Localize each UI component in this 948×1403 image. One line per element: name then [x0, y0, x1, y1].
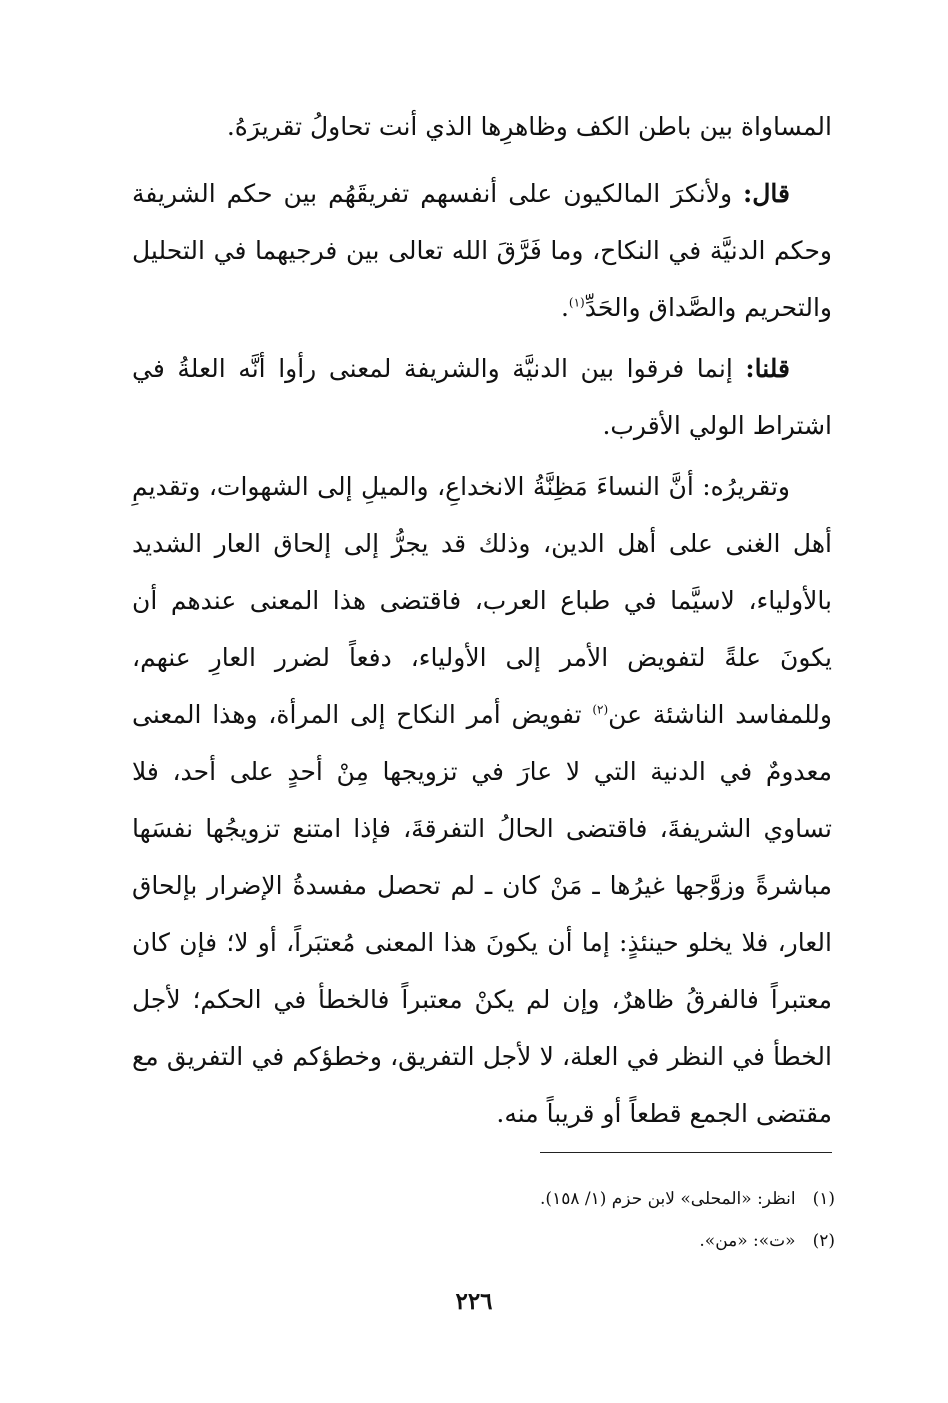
qulna-text: إنما فرقوا بين الدنيَّة والشريفة لمعنى رأوا أنَّه العلةُ في اشتراط الولي الأقرب. — [132, 354, 832, 440]
taqriruhu-text-start: وتقريرُه: أنَّ النساءَ مَظِنَّةُ الانخداعِ، والميلِ إلى الشهوات، وتقديمِ أهل الغنى على أهل الدين، وذلك قد يجرُّ إلى إلحاق العار الشديد بالأولياء، لاسيَّما في طباع العرب، فاقتضى هذا المعنى عندهم أن يكونَ علةً لتفويض الأمر إلى الأولياء، دفعاً لضرر العارِ عنهم، وللمفاسد الناشئة عن — [132, 472, 832, 729]
qala-end: . — [560, 293, 569, 322]
footnote-ref-2[interactable]: (٢) — [592, 702, 609, 717]
footnote-2-number: (٢) — [812, 1231, 835, 1251]
footnote-ref-1[interactable]: (١) — [568, 295, 585, 310]
footnotes — [300, 1178, 835, 1262]
footnote-2 — [300, 1220, 835, 1262]
qulna-label: قلنا: — [745, 354, 790, 383]
page-number: ٢٢٦ — [455, 1288, 493, 1315]
footnote-divider — [540, 1152, 832, 1153]
footnote-1-number: (١) — [812, 1189, 835, 1209]
paragraph-continuation: المساواة بين باطن الكف وظاهرِها الذي أنت تحاولُ تقريرَهُ. — [226, 112, 832, 141]
paragraph-qulna — [132, 340, 832, 454]
qala-label: قال: — [743, 179, 790, 208]
paragraph-qala — [132, 165, 832, 336]
taqriruhu-text-rest: تفويض أمر النكاح إلى المرأة، وهذا المعنى معدومٌ في الدنية التي لا عارَ في تزويجها مِنْ أحدٍ على أحد، فلا تساوي الشريفةَ، فاقتضى الحالُ التفرقةَ، فإذا امتنع تزويجُها نفسَها مباشرةً وزوَّجها غيرُها ـ مَنْ كان ـ لم تحصل مفسدةُ الإضرار بإلحاق العار، فلا يخلو حينئذٍ: إما أن يكونَ هذا المعنى مُعتبَراً، أو لا؛ فإن كان معتبراً فالفرقُ ظاهرٌ، وإن لم يكنْ معتبراً فالخطأ في الحكم؛ لأجل الخطأ في النظر في العلة، لا لأجل التفريق، وخطؤكم في التفريق مع مقتضى الجمع قطعاً أو قريباً منه. — [132, 700, 832, 1128]
footnote-1 — [300, 1178, 835, 1220]
page-body-text — [132, 98, 832, 155]
paragraph-taqriruhu — [132, 458, 832, 1142]
footnote-2-text: «ت»: «من». — [699, 1231, 796, 1251]
footnote-1-text: انظر: «المحلى» لابن حزم (١/ ١٥٨). — [540, 1189, 796, 1209]
qala-text: ولأنكرَ المالكيون على أنفسهم تفريقَهُم بين حكم الشريفة وحكم الدنيَّة في النكاح، وما فَرَّقَ الله تعالى بين فرجيهما في التحليل والتحريم والصَّداق والحَدِّ — [132, 179, 832, 322]
